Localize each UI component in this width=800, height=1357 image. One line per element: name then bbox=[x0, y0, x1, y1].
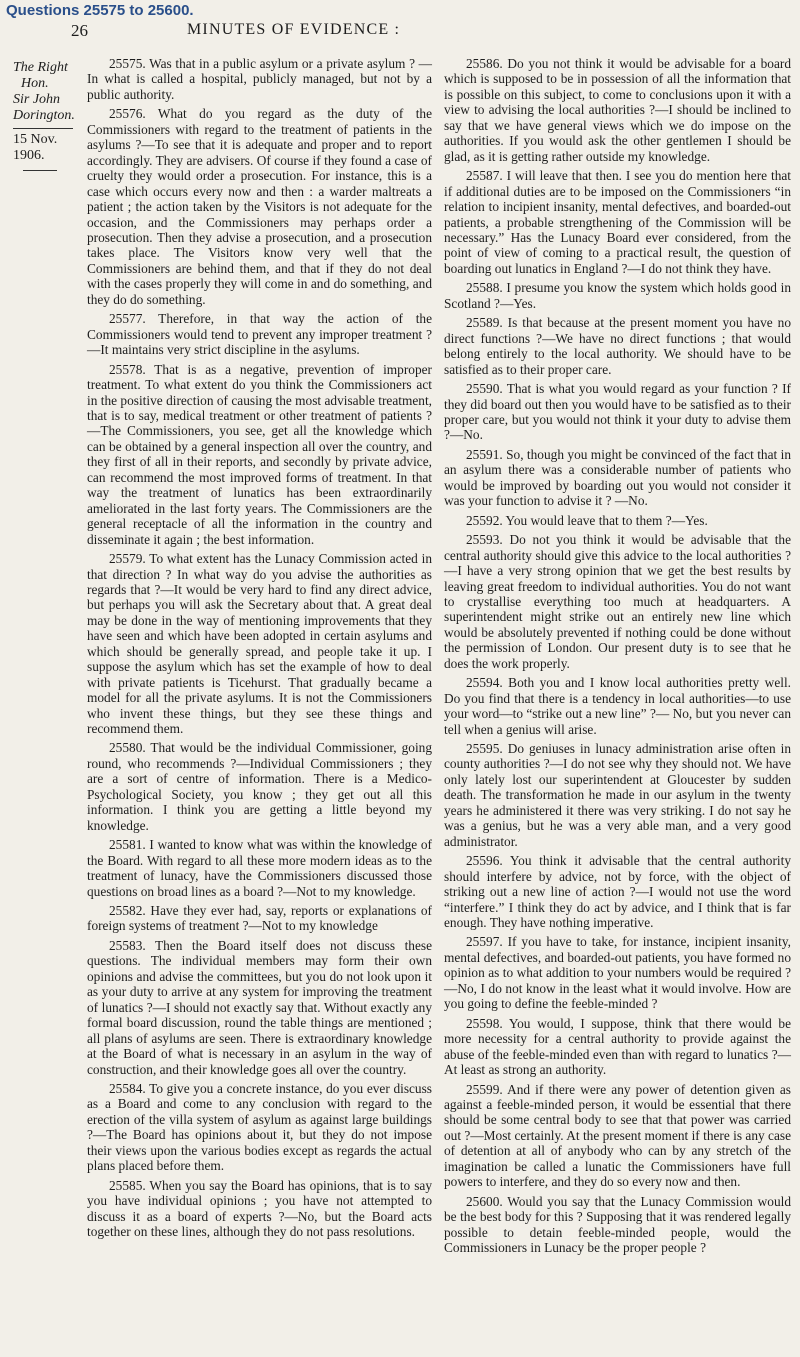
paragraph: 25575. Was that in a public asylum or a private asylum ? —In what is called a hospital, publicly managed, but not by a public authority. bbox=[87, 56, 432, 102]
divider bbox=[23, 170, 57, 171]
paragraph: 25591. So, though you might be convinced of the fact that in an asylum there was a considerable number of patients who would be improved by boarding out you would not consider it was your function to advise it ? —No. bbox=[444, 446, 791, 509]
paragraph: 25599. And if there were any power of detention given as against a feeble-minded person, it would be essential that there should be some central body to see that that power was carried out ?—Most certainly. At the present moment if there is any case of detention at all of anybody who can by any stretch of the imagination be called a lunatic the Commissioners have full powers to interfere, and they do so every now and then. bbox=[444, 1081, 791, 1190]
left-column bbox=[87, 56, 432, 1244]
breadcrumb: Questions 25575 to 25600. bbox=[6, 2, 194, 19]
paragraph: 25592. You would leave that to them ?—Yes. bbox=[466, 512, 708, 528]
paragraph: 25576. What do you regard as the duty of the Commissioners with regard to the treatment of patients in the asylums ?—To see that it is adequate and proper and to report accordingly. They are advisers. Of course if they found a case of cruelty they would order a prosecution. For instance, this is a case which occurs every now and then : a warder maltreats a patient ; the action taken by the Visitors is not adequate for the occasion, and the Commissioners may perhaps order a prosecution. Then they advise a prosecution, and a prosecution takes place. The Visitors know very well that the Commissioners are behind them, and that if they do not deal with the cases properly they will come in and do something, and they do do something. bbox=[87, 106, 432, 307]
paragraph: 25590. That is what you would regard as your function ? If they did board out then you would have to be satisfied as to their proper care, but you would not think it your duty to advise them ?—No. bbox=[444, 381, 791, 443]
paragraph: 25600. Would you say that the Lunacy Commission would be the best body for this ? Supposing that it was rendered legally possible to detain feeble-minded people, would the Commissioners in Lunacy be the proper people ? bbox=[444, 1193, 791, 1256]
witness-line: Dorington. bbox=[13, 108, 75, 123]
margin-note bbox=[13, 60, 75, 171]
paragraph: 25579. To what extent has the Lunacy Commission acted in that direction ? In what way do you advise the authorities as regards that ?—It would be very hard to find any direct advice, but perhaps you will ask the Secretary about that. A great deal may be done in the way of mentioning improvements that they have seen and which have been adopted in certain asylums and which should be generally spread, and people take it up. I suppose the asylum which has set the example of how to deal with private patients is Ticehurst. That gradually became a model for all the private asylums. It is not the Commissioners who invent these things, but they see these things and recommend them. bbox=[87, 551, 432, 737]
paragraph: 25597. If you have to take, for instance, incipient insanity, mental defectives, and boarded-out patients, you have formed no opinion as to what addition to your numbers would be required ?—No, I do not know in the least what it would involve. How are you going to define the feeble-minded ? bbox=[444, 934, 791, 1012]
paragraph: 25598. You would, I suppose, think that there would be more necessity for a central authority to provide against the abuse of the feeble-minded even than with regard to lunatics ?—At least as strong an authority. bbox=[444, 1015, 791, 1078]
paragraph: 25586. Do you not think it would be advisable for a board which is supposed to be in possession of all the information that is possible on this subject, to come to conclusions upon it with a view to advising the local authorities ?—I should be inclined to say that we have general views which we do impose on the authorities. If you would ask the other gentlemen I should be glad, as it is getting rather outside my knowledge. bbox=[444, 56, 791, 164]
paragraph: 25593. Do not you think it would be advisable that the central authority should give this advice to the local authorities ?—I have a very strong opinion that we get the best results by leaving great freedom to individual authorities. You do not want to crystallise everything too much at headquarters. A superintendent might strike out an entirely new line which would be absolutely prevented if nothing could be done without the permission of London. Our present duty is to see that he does the work properly. bbox=[444, 532, 791, 671]
paragraph: 25596. You think it advisable that the central authority should interfere by advice, not by force, with the object of striking out a new line of action ?—I would not use the word “interfere.” I think they do act by advice, and I think that is far enough. They have nothing imperative. bbox=[444, 853, 791, 931]
paragraph: 25581. I wanted to know what was within the knowledge of the Board. With regard to all these more modern ideas as to the treatment of lunacy, have the Commissioners discussed those questions on broad lines as a board ?—Not to my knowledge. bbox=[87, 837, 432, 899]
paragraph: 25594. Both you and I know local authorities pretty well. Do you find that there is a tendency in local authorities—to use your word—to “strike out a new line” ?— No, but you never can tell when a genius will arise. bbox=[444, 675, 791, 737]
paragraph: 25582. Have they ever had, say, reports or explanations of foreign systems of treatment ?—Not to my knowledge bbox=[87, 903, 432, 934]
witness-line: Hon. bbox=[21, 76, 49, 91]
page-number: 26 bbox=[71, 21, 88, 40]
paragraph: 25577. Therefore, in that way the action of the Commissioners would tend to prevent any improper treatment ? —It maintains very strict discipline in the asylums. bbox=[87, 311, 432, 358]
paragraph: 25580. That would be the individual Commissioner, going round, who recommends ?—Individual Commissioners ; they are a sort of centre of information. There is a Medico-Psychological Society, you know ; they get out all this information. I think you are getting a little beyond my knowledge. bbox=[87, 740, 432, 833]
witness-line: The Right bbox=[13, 60, 68, 75]
paragraph: 25583. Then the Board itself does not discuss these questions. The individual members may form their own opinions and advise the committees, but you do not look upon it as your duty to arrive at any system for improving the treatment of lunatics ?—I should not exactly say that. Without exactly any formal board discussion, round the table things are mentioned ; all plans of asylums are seen. There is extraordinary knowledge at the Board of what is necessary in an asylum in the way of construction, and their knowledge goes all over the country. bbox=[87, 937, 432, 1077]
hearing-date: 15 Nov. 1906. bbox=[13, 128, 73, 164]
paragraph: 25584. To give you a concrete instance, do you ever discuss as a Board and come to any conclusion with regard to the erection of the villa system of asylum as against large buildings ?—The Board has opinions about it, but they do not impose their views upon the various bodies except as regards the actual plans placed before them. bbox=[87, 1081, 432, 1174]
paragraph: 25578. That is as a negative, prevention of improper treatment. To what extent do you think the Commissioners act in the positive direction of causing the most advisable treatment, that is to say, medical treatment or other treatment of patients ?—The Commissioners, you see, get all the knowledge which can be obtained by a general inspection all over the country, and they first of all in their reports, and secondly by private advice, can recommend the most improved forms of treatment. In that way the treatment of lunatics has been extraordinarily ameliorated in the last forty years. The Commissioners are the general receptacle of all the information in the country and disseminate it again ; the best information. bbox=[87, 361, 432, 547]
paragraph: 25588. I presume you know the system which holds good in Scotland ?—Yes. bbox=[444, 280, 791, 311]
paragraph: 25587. I will leave that then. I see you do mention here that if additional duties are to be imposed on the Commissioners “in relation to incipient insanity, mental defectives, and boarded-out patients, a probable strengthening of the Commission will be necessary.” Has the Lunacy Board ever considered, from the point of view of coming to a practical result, the question of boarding out lunatics in England ?—I do not think they have. bbox=[444, 168, 791, 276]
paragraph: 25589. Is that because at the present moment you have no direct functions ?—We have no direct functions ; that would belong entirely to the local authority. We should have to be satisfied as to their proper care. bbox=[444, 315, 791, 377]
running-head: MINUTES OF EVIDENCE : bbox=[187, 21, 401, 38]
paragraph: 25595. Do geniuses in lunacy administration arise often in county authorities ?—I do not see why they should not. We have only lately lost our superintendent at Gloucester by sudden death. The transformation he made in our asylum in the twenty years he administered it there was very striking. I do not say he was a genius, but he was a very able man, and a very good administrator. bbox=[444, 741, 791, 849]
right-column bbox=[444, 56, 791, 1260]
witness-line: Sir John bbox=[13, 92, 61, 107]
paragraph: 25585. When you say the Board has opinions, that is to say you have individual opinions ; you have not attempted to discuss it as a board of experts ?—No, but the Board acts together on these lines, although they do not pass resolutions. bbox=[87, 1177, 432, 1240]
